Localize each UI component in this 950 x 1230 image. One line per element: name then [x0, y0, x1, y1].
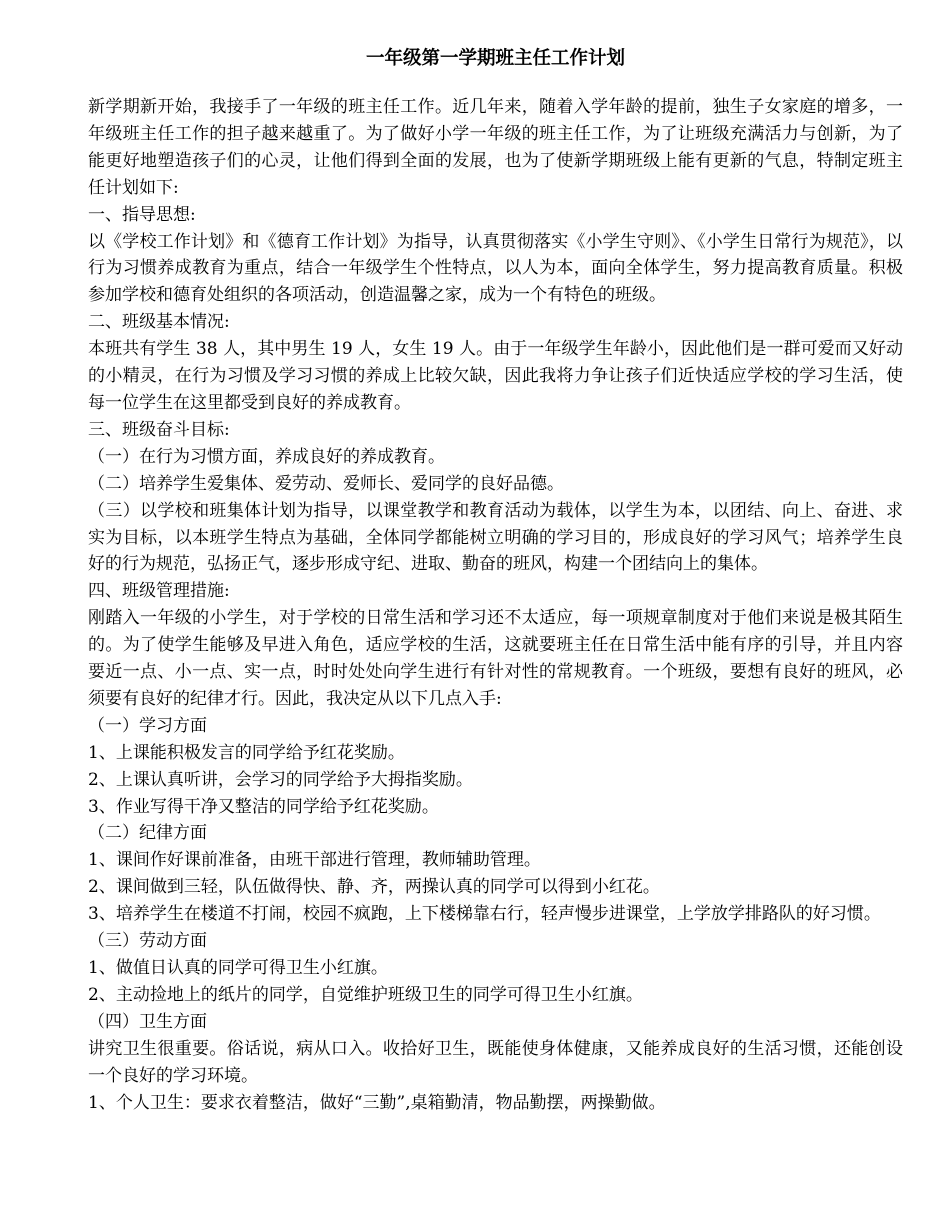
list-item: 3、培养学生在楼道不打闹，校园不疯跑，上下楼梯靠右行，轻声慢步进课堂，上学放学排路队的好习惯。 [88, 904, 881, 925]
list-item: 1、上课能积极发言的同学给予红花奖励。 [88, 742, 405, 763]
guiding-ideology-paragraph: 以《学校工作计划》和《德育工作计划》为指导，认真贯彻落实《小学生守则》、《小学生日常行为规范》，以行为习惯养成教育为重点，结合一年级学生个性特点，以人为本，面向全体学生，努力提高教育质量。积极参加学校和德育处组织的各项活动，创造温馨之家，成为一个有特色的班级。 [88, 231, 903, 306]
section-heading-guiding-ideology: 一、指导思想: [88, 204, 196, 225]
list-item: 1、个人卫生：要求衣着整洁，做好“三勤”,桌箱勤清，物品勤摆，两操勤做。 [88, 1092, 666, 1113]
list-item: 2、主动捡地上的纸片的同学，自觉维护班级卫生的同学可得卫生小红旗。 [88, 984, 643, 1005]
list-item: 1、课间作好课前准备，由班干部进行管理，教师辅助管理。 [88, 850, 541, 871]
section-heading-class-situation: 二、班级基本情况: [88, 312, 230, 333]
subsection-heading-hygiene: （四）卫生方面 [88, 1011, 207, 1032]
goal-item: （一）在行为习惯方面，养成良好的养成教育。 [88, 446, 445, 467]
subsection-heading-study: （一）学习方面 [88, 715, 207, 736]
list-item: 2、上课认真听讲，会学习的同学给予大拇指奖励。 [88, 769, 473, 790]
section-heading-class-goals: 三、班级奋斗目标: [88, 419, 230, 440]
list-item: 3、作业写得干净又整洁的同学给予红花奖励。 [88, 796, 439, 817]
class-situation-paragraph: 本班共有学生 38 人，其中男生 19 人，女生 19 人。由于一年级学生年龄小，因此他们是一群可爱而又好动的小精灵，在行为习惯及学习习惯的养成上比较欠缺，因此我将力争让孩子们近快适应学校的学习生活，使每一位学生在这里都受到良好的养成教育。 [88, 339, 903, 413]
management-measures-paragraph: 刚踏入一年级的小学生，对于学校的日常生活和学习还不太适应，每一项规章制度对于他们来说是极其陌生的。为了使学生能够及早进入角色，适应学校的生活，这就要班主任在日常生活中能有序的引导，并且内容要近一点、小一点、实一点，时时处处向学生进行有针对性的常规教育。一个班级，要想有良好的班风，必须要有良好的纪律才行。因此，我决定从以下几点入手: [88, 608, 903, 709]
goal-item: （二）培养学生爱集体、爱劳动、爱师长、爱同学的良好品德。 [88, 473, 564, 494]
list-item: 2、课间做到三轻，队伍做得快、静、齐，两操认真的同学可以得到小红花。 [88, 877, 660, 898]
document-title: 一年级第一学期班主任工作计划 [365, 48, 625, 69]
subsection-heading-discipline: （二）纪律方面 [88, 823, 207, 844]
intro-paragraph: 新学期新开始，我接手了一年级的班主任工作。近几年来，随着入学年龄的提前，独生子女家庭的增多，一年级班主任工作的担子越来越重了。为了做好小学一年级的班主任工作，为了让班级充满活力与创新，为了能更好地塑造孩子们的心灵，让他们得到全面的发展，也为了使新学期班级上能有更新的气息，特制定班主任计划如下: [88, 97, 903, 198]
goal-item: （三）以学校和班集体计划为指导，以课堂教学和教育活动为载体，以学生为本，以团结、向上、奋进、求实为目标，以本班学生特点为基础，全体同学都能树立明确的学习目的，形成良好的学习风气；培养学生良好的行为规范，弘扬正气，逐步形成守纪、进取、勤奋的班风，构建一个团结向上的集体。 [88, 500, 903, 575]
list-item: 1、做值日认真的同学可得卫生小红旗。 [88, 958, 388, 978]
hygiene-paragraph: 讲究卫生很重要。俗话说，病从口入。收拾好卫生，既能使身体健康，又能养成良好的生活习惯，还能创设一个良好的学习环境。 [88, 1038, 903, 1086]
subsection-heading-labor: （三）劳动方面 [88, 931, 207, 952]
document-page [88, 46, 903, 1116]
section-heading-management-measures: 四、班级管理措施: [88, 581, 230, 602]
